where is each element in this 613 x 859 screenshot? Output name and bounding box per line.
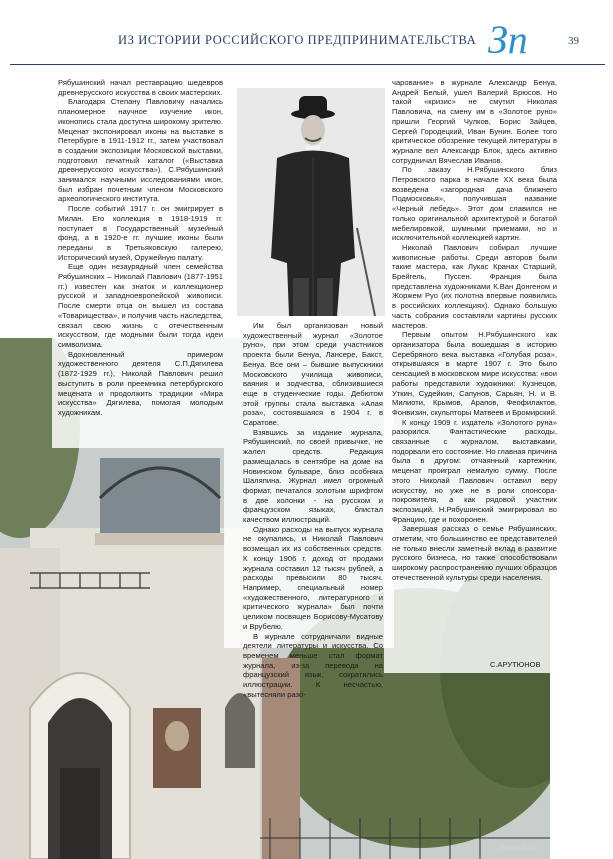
author-signature: С.АРУТЮНОВ [490, 660, 541, 669]
article-column-right [392, 78, 557, 583]
paragraph: чарование» в журнале Александр Бенуа, Андрей Белый, ушел Валерий Брюсов. Но такой «кризис» не смутил Николая Павловича, на смену им в «Золотое руно» пришли Георгий Чулков, Борис Зайцев, Сергей Городецкий, Иван Бунин. Более того критическое обозрение текущей литературы в журнале вел Александр Блок, здесь активно сотрудничал Вячеслав Иванов. [392, 78, 557, 165]
magazine-logo: Зп [488, 17, 528, 62]
article-column-left [58, 78, 223, 418]
paragraph: Еще один незаурядный член семейства Рябушинских – Николай Павлович (1877-1951 гг.) известен как знаток и коллекционер русской и западноевропейской живописи. После смерти отца он вышел из состава «Товарищества», и получив часть наследства, связал свою жизнь с отечественным искусством, где модными были тогда идеи символизма. [58, 262, 223, 349]
paragraph: После событий 1917 г. он эмигрирует в Милан. Его коллекция в 1918-1919 гг. поступает в Государственный музейный фонд, а в 1920-е гг. лучшие иконы были переданы в Третьяковскую галерею, Исторический музей, Оружейную палату. [58, 204, 223, 262]
paragraph: Первым опытом Н.Рябушинского как организатора была вошедшая в историю Серебряного века выставка «Голубая роза», открывшаяся в марте 1907 г. Это было сенсацией в московском мире искусства: «вои работы представили художники: Кузнецов, Уткин, Судейкин, Сапунов, Сарьян, Н. и В. Милиоти, Крымов, Арапов, Феофилактов, Фонвизин, скульпторы Матвеев и Бромирский. [392, 330, 558, 417]
man-portrait-illustration [237, 88, 385, 316]
paragraph: По заказу Н.Рябушинского близ Петровского парка в начале XX века была возведена «загородная дача ближнего Подмосковья», получившая название «Черный лебедь». Этот дом славился не только оригинальной архитектурой и богатой мебелировкой, шумными приемами, но и исключительной коллекцией картин. [392, 165, 557, 243]
site-watermark: liveinsk.ru [500, 843, 536, 852]
paragraph: Рябушинский начал реставрацию шедевров древнерусского искусства в своих мастерских. [58, 78, 223, 97]
portrait-photo [237, 88, 385, 316]
paragraph: Им был организован новый художественный журнал «Золотое руно», при этом среди участников проекта были Бенуа, Лансере, Бакст, Бенуа. Все они – бывшие выпускники Московского училища живописи, ваяния и зодчества, сблизившиеся еще в студенческие годы. Дебютом этой группы стала выставка «Алая роза», состоявшаяся в 1904 г. в Саратове. [243, 321, 383, 428]
page-header [0, 0, 613, 64]
paragraph: К концу 1909 г. издатель «Золотого руна» разорился. Фантастические расходы, связанные с журналом, выставками, подорвали его состояние. Но главная причина была в другом: отчаянный картежник, меценат проиграл немалую сумму. После этого Николай Павлович оставил веру искусству, но уже не в роли спонсора-покровителя, а как рядовой участник экспозиций. Н.Рябушинский эмигрировал во Францию, где и похоронен. [392, 417, 557, 524]
article-column-middle [243, 321, 383, 699]
paragraph: Вдохновленный примером художественного деятеля С.П.Дягилева (1872-1929 гг.), Николай Павлович решил выступить в роли преемника петербургского мецената и продолжить традиции «Мира искусства» Дягилева, помогая молодым художникам. [58, 349, 223, 417]
paragraph: Благодаря Степану Павловичу начались планомерное научное изучение икон, иконопись стала доступна широкому зрителю. Меценат экспонировал иконы на выставке в Петербурге в 1911-1912 гг., затем участвовал в создании экспозиции Московской выставки, подготовил печатный каталог («Выставка древнерусского искусства»). С.Рябушинский занимался научными исследованиями икон, был избран почетным членом Московского археологического института. [58, 97, 223, 204]
paragraph: В журнале сотрудничали видные деятели литературы и искусства. Со временем меньше стал формат журнала, из-за перевода на французский язык, сократились иллюстрации. К несчастью, «вытесняли разо- [243, 631, 383, 699]
paragraph: Николай Павлович собирал лучшие живописные работы. Среди авторов были такие мастера, как Лукас Кранах Старший, Брейгель, Пуссен. Франция была представлена художниками К.Ван Донгеном и Жоржем Руо (их полотна впервые появились в российских коллекциях). Однако большую часть собрания составляли картины русских мастеров. [392, 242, 557, 330]
page-number: 39 [568, 35, 579, 47]
section-title: ИЗ ИСТОРИИ РОССИЙСКОГО ПРЕДПРИНИМАТЕЛЬСТВА [118, 33, 477, 47]
header-rule [10, 64, 605, 65]
paragraph: Взявшись за издание журнала, Рябушинский, по своей привычке, не жалел средств. Редакция размещалась в сентябре на доме на Новинском бульваре, близ особняка Шаляпина. Журнал имел огромный формат, печатался золотым шрифтом в две колонки - на русском и французском языках, блистал качеством иллюстраций. [243, 427, 383, 525]
paragraph: Однако расходы на выпуск журнала не окупались, и Николай Павлович возмещал их из собственных средств. К концу 1906 г. доход от продажи журнала составил 12 тысяч рублей, а расходы превысили 80 тысяч. Например, специальный номер «художественного, литературного и критического журнала» был почти целиком посвящен Борисову-Мусатову и Врубелю. [243, 524, 383, 631]
paragraph: Завершая рассказ о семье Рябушинских, отметим, что большинство ее представителей не только внесли заметный вклад в развитие русского бизнеса, но также способствовали широкому распространению лучших образцов отечественной культуры среди населения. [392, 524, 557, 582]
